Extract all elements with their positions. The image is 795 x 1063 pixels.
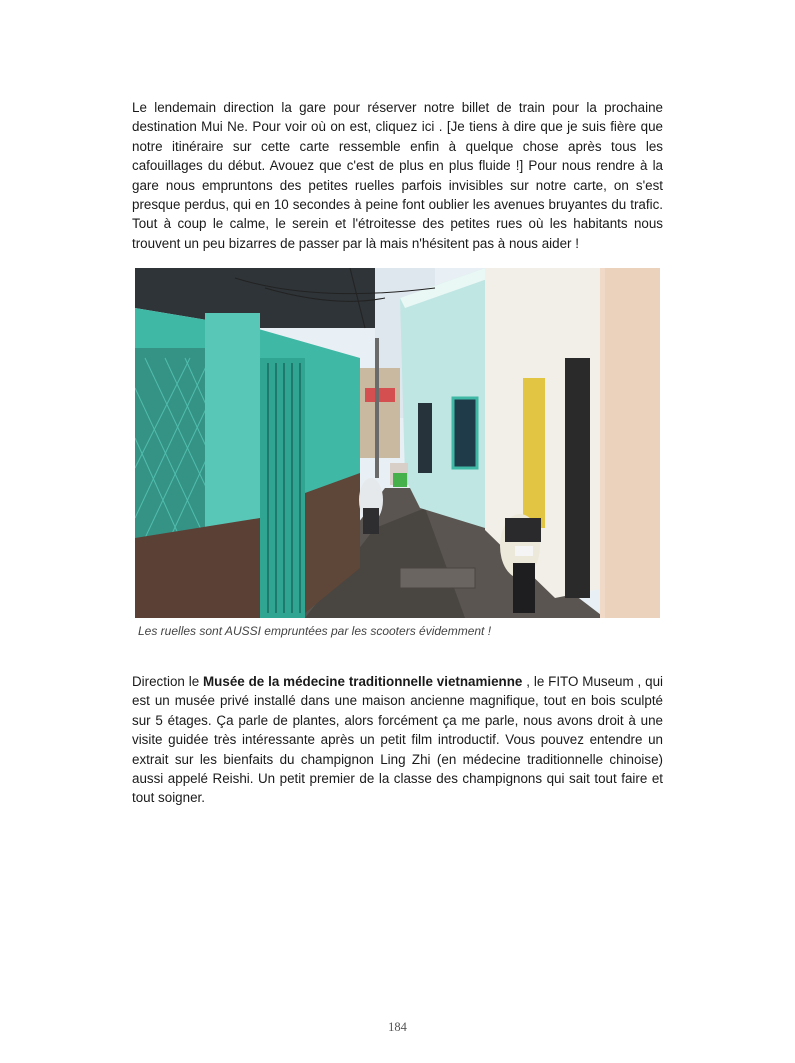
- alley-photo: [135, 268, 660, 618]
- museum-description: , le FITO Museum , qui est un musée privé installé dans une maison ancienne magnifique, tout en bois sculpté sur 5 étages. Ça parle de plantes, alors forcément ça me parle, nous avons droit à une visite guidée très intéressante après un petit film introductif. Vous pouvez entendre un extrait sur les bienfaits du champignon Ling Zhi (en médecine traditionnelle chinoise) aussi appelé Reishi. Un petit premier de la classe des champignons qui sait tout faire et tout soigner.: [132, 674, 664, 806]
- page-number: 184: [388, 1020, 407, 1034]
- museum-intro: Direction le: [132, 674, 204, 689]
- photo-caption: Les ruelles sont AUSSI empruntées par les scooters évidemment !: [138, 624, 492, 638]
- paragraph-train-station: Le lendemain direction la gare pour réserver notre billet de train pour la prochaine destination Mui Ne. Pour voir où on est, cliquez ici . [Je tiens à dire que je suis fière que notre itinéraire sur cette carte ressemble enfin à quelque chose après tous les cafouillages du début. Avouez que c'est de plus en plus fluide !] Pour nous rendre à la gare nous empruntons des petites ruelles parfois invisibles sur notre carte, on s'est presque perdus, qui en 10 secondes à peine font oublier les avenues bruyantes du trafic. Tout à coup le calme, le serein et l'étroitesse des petites rues où les habitants nous trouvent un peu bizarres de passer par là mais n'hésitent pas à nous aider !: [132, 100, 663, 251]
- paragraph-museum: [132, 672, 663, 808]
- museum-name: Musée de la médecine traditionnelle vietnamienne: [203, 674, 523, 689]
